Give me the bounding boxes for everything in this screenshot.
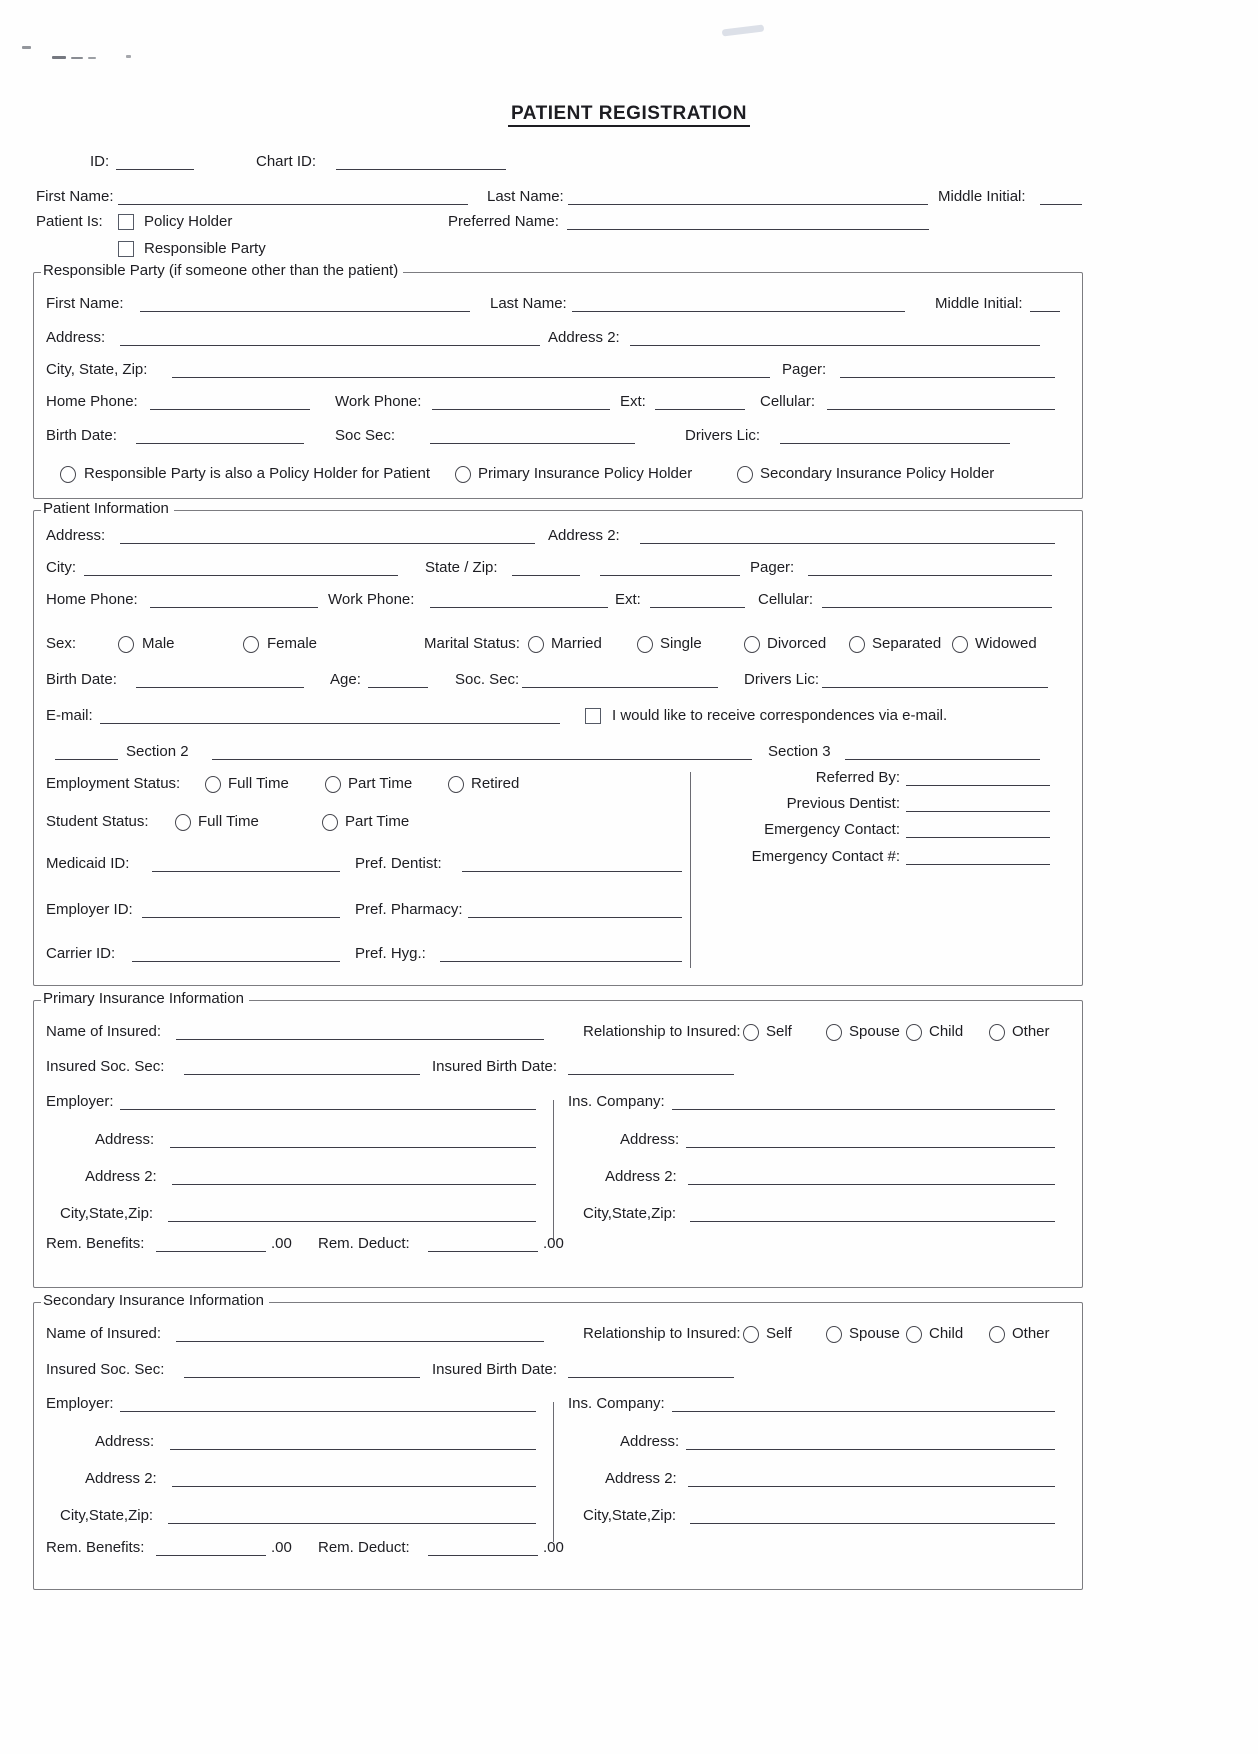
row-responsible-party-check [0, 237, 1258, 259]
pi-row-medicaid [0, 852, 1258, 874]
pri-relationship-child-label: Child [929, 1023, 964, 1040]
sec-relationship-self-label: Self [766, 1325, 792, 1342]
pi-work-phone-field[interactable] [430, 607, 608, 608]
pri-ins-address-label: Address: [620, 1131, 680, 1148]
sec-rem-deduct-cents: .00 [543, 1539, 564, 1556]
pi-address-label: Address: [46, 527, 106, 544]
pi-drivers-lic-label: Drivers Lic: [744, 671, 820, 688]
pi-marital-single-label: Single [660, 635, 702, 652]
pi-birth-date-label: Birth Date: [46, 671, 117, 688]
pi-pref-pharmacy-field[interactable] [468, 917, 682, 918]
rp-address-field[interactable] [120, 345, 540, 346]
scan-artifact [52, 56, 66, 59]
pi-row-student [0, 810, 1258, 832]
pi-student-parttime-radio[interactable] [322, 814, 338, 831]
rp-middle-initial-field[interactable] [1030, 311, 1060, 312]
sec-row-socsec [0, 1358, 1258, 1380]
preferred-name-field[interactable] [567, 229, 929, 230]
rp-ext-field[interactable] [655, 409, 745, 410]
rp-first-name-field[interactable] [140, 311, 470, 312]
last-name-field[interactable] [568, 204, 928, 205]
pi-city-label: City: [46, 559, 76, 576]
section2-label: Section 2 [126, 743, 189, 760]
pri-employer-address2-field[interactable] [172, 1184, 536, 1185]
pri-ins-csz-label: City,State,Zip: [583, 1205, 677, 1222]
rp-soc-sec-label: Soc Sec: [335, 427, 396, 444]
sec-row-address2 [0, 1467, 1258, 1489]
pri-rem-deduct-cents: .00 [543, 1235, 564, 1252]
id-label: ID: [90, 153, 110, 170]
pri-relationship-self-radio[interactable] [743, 1024, 759, 1041]
sec-row-csz [0, 1504, 1258, 1526]
pi-drivers-lic-field[interactable] [822, 687, 1048, 688]
scan-smudge [722, 24, 765, 36]
section-divider-line [212, 759, 752, 760]
pi-sex-female-radio[interactable] [243, 636, 259, 653]
pi-home-phone-label: Home Phone: [46, 591, 138, 608]
sec-ins-csz-label: City,State,Zip: [583, 1507, 677, 1524]
rp-city-state-zip-field[interactable] [172, 377, 770, 378]
sec-employer-address-label: Address: [95, 1433, 155, 1450]
row-ids [0, 150, 1258, 172]
sec-rem-benefits-cents: .00 [271, 1539, 292, 1556]
rp-pager-field[interactable] [840, 377, 1055, 378]
scan-artifact [22, 46, 31, 49]
rp-home-phone-field[interactable] [150, 409, 310, 410]
sec-insured-birth-date-field[interactable] [568, 1377, 734, 1378]
sec-ins-address-field[interactable] [686, 1449, 1055, 1450]
chart-id-field[interactable] [336, 169, 506, 170]
pi-row-employment [0, 772, 1258, 794]
sec-employer-address-field[interactable] [170, 1449, 536, 1450]
pi-marital-widowed-label: Widowed [975, 635, 1037, 652]
pri-ins-address-field[interactable] [686, 1147, 1055, 1148]
sec-relationship-spouse-radio[interactable] [826, 1326, 842, 1343]
pi-medicaid-id-field[interactable] [152, 871, 340, 872]
pri-rem-benefits-label: Rem. Benefits: [46, 1235, 145, 1252]
patient-is-label: Patient Is: [36, 213, 103, 230]
rp-address-label: Address: [46, 329, 106, 346]
pri-employer-csz-label: City,State,Zip: [60, 1205, 154, 1222]
pi-address2-field[interactable] [640, 543, 1055, 544]
row-patient-name [0, 185, 1258, 207]
rp-pager-label: Pager: [782, 361, 827, 378]
pi-sex-label: Sex: [46, 635, 77, 652]
rp-work-phone-field[interactable] [432, 409, 610, 410]
pri-employer-address-label: Address: [95, 1131, 155, 1148]
rp-cellular-field[interactable] [827, 409, 1055, 410]
sec-relationship-other-label: Other [1012, 1325, 1050, 1342]
pri-employer-address-field[interactable] [170, 1147, 536, 1148]
rp-drivers-lic-field[interactable] [780, 443, 1010, 444]
patient-info-legend: Patient Information [41, 500, 174, 517]
sec-employer-field[interactable] [120, 1411, 536, 1412]
chart-id-label: Chart ID: [256, 153, 317, 170]
sec-relationship-label: Relationship to Insured: [583, 1325, 741, 1342]
rp-row-name [0, 292, 1258, 314]
pi-row-sex-marital [0, 632, 1258, 654]
pi-employment-parttime-radio[interactable] [325, 776, 341, 793]
pi-zip-field[interactable] [600, 575, 740, 576]
sec-row-rem [0, 1536, 1258, 1558]
sec-row-address [0, 1430, 1258, 1452]
pri-insured-birth-date-field[interactable] [568, 1074, 734, 1075]
pi-student-status-label: Student Status: [46, 813, 149, 830]
pri-insured-soc-sec-field[interactable] [184, 1074, 420, 1075]
pi-pref-dentist-field[interactable] [462, 871, 682, 872]
pi-sex-female-label: Female [267, 635, 318, 652]
pri-ins-address2-field[interactable] [688, 1184, 1055, 1185]
id-field[interactable] [116, 169, 194, 170]
pi-city-field[interactable] [84, 575, 398, 576]
sec-row-employer [0, 1392, 1258, 1414]
pi-row-birth [0, 668, 1258, 690]
pri-insured-soc-sec-label: Insured Soc. Sec: [46, 1058, 165, 1075]
pi-age-field[interactable] [368, 687, 428, 688]
rp-drivers-lic-label: Drivers Lic: [685, 427, 761, 444]
first-name-label: First Name: [36, 188, 114, 205]
pi-row-phones [0, 588, 1258, 610]
pri-rem-benefits-field[interactable] [156, 1251, 266, 1252]
pi-pager-label: Pager: [750, 559, 795, 576]
pi-pref-pharmacy-label: Pref. Pharmacy: [355, 901, 463, 918]
responsible-party-label: Responsible Party [144, 240, 266, 257]
rp-last-name-field[interactable] [572, 311, 905, 312]
pi-state-zip-label: State / Zip: [425, 559, 498, 576]
pi-marital-separated-radio[interactable] [849, 636, 865, 653]
rp-row-policy-radios [0, 462, 1258, 484]
pri-relationship-spouse-radio[interactable] [826, 1024, 842, 1041]
sec-rem-benefits-field[interactable] [156, 1555, 266, 1556]
sec-row-insured [0, 1322, 1258, 1344]
rp-birth-date-field[interactable] [136, 443, 304, 444]
pi-employer-id-label: Employer ID: [46, 901, 133, 918]
pri-row-csz [0, 1202, 1258, 1224]
pi-marital-status-label: Marital Status: [424, 635, 520, 652]
section-divider-line [55, 759, 118, 760]
pri-row-address [0, 1128, 1258, 1150]
pri-employer-field[interactable] [120, 1109, 536, 1110]
sec-insured-soc-sec-label: Insured Soc. Sec: [46, 1361, 165, 1378]
middle-initial-field[interactable] [1040, 204, 1082, 205]
pi-cellular-label: Cellular: [758, 591, 814, 608]
pi-pref-dentist-label: Pref. Dentist: [355, 855, 442, 872]
sec-employer-csz-label: City,State,Zip: [60, 1507, 154, 1524]
scan-artifact [126, 55, 131, 58]
pi-student-fulltime-label: Full Time [198, 813, 259, 830]
pi-carrier-id-label: Carrier ID: [46, 945, 116, 962]
pri-rem-deduct-field[interactable] [428, 1251, 538, 1252]
rp-birth-date-label: Birth Date: [46, 427, 117, 444]
sec-relationship-spouse-label: Spouse [849, 1325, 900, 1342]
pri-employer-label: Employer: [46, 1093, 114, 1110]
first-name-field[interactable] [118, 204, 468, 205]
rp-row-address [0, 326, 1258, 348]
sec-insured-birth-date-label: Insured Birth Date: [432, 1361, 558, 1378]
pri-relationship-label: Relationship to Insured: [583, 1023, 741, 1040]
pri-row-address2 [0, 1165, 1258, 1187]
rp-home-phone-label: Home Phone: [46, 393, 138, 410]
sec-name-of-insured-label: Name of Insured: [46, 1325, 162, 1342]
sec-insured-soc-sec-field[interactable] [184, 1377, 420, 1378]
pi-referred-by-label: Referred By: [815, 769, 900, 786]
pi-marital-married-label: Married [551, 635, 602, 652]
pi-row-email [0, 704, 1258, 726]
pi-ext-label: Ext: [615, 591, 641, 608]
pi-marital-divorced-label: Divorced [767, 635, 827, 652]
sec-employer-address2-label: Address 2: [85, 1470, 157, 1487]
pi-marital-divorced-radio[interactable] [744, 636, 760, 653]
pri-insured-birth-date-label: Insured Birth Date: [432, 1058, 558, 1075]
pi-employment-fulltime-label: Full Time [228, 775, 289, 792]
pri-row-rem [0, 1232, 1258, 1254]
sec-rem-benefits-label: Rem. Benefits: [46, 1539, 145, 1556]
pi-carrier-id-field[interactable] [132, 961, 340, 962]
rp-last-name-label: Last Name: [490, 295, 567, 312]
pi-row-city [0, 556, 1258, 578]
rp-middle-initial-label: Middle Initial: [935, 295, 1023, 312]
pri-employer-address2-label: Address 2: [85, 1168, 157, 1185]
middle-initial-label: Middle Initial: [938, 188, 1026, 205]
pi-sex-male-label: Male [142, 635, 175, 652]
sec-employer-label: Employer: [46, 1395, 114, 1412]
rp-row-phones [0, 390, 1258, 412]
pi-email-field[interactable] [100, 723, 560, 724]
policy-holder-checkbox[interactable] [118, 214, 134, 230]
sec-employer-csz-field[interactable] [168, 1523, 536, 1524]
pi-employment-parttime-label: Part Time [348, 775, 413, 792]
sec-name-of-insured-field[interactable] [176, 1341, 544, 1342]
pi-marital-widowed-radio[interactable] [952, 636, 968, 653]
rp-work-phone-label: Work Phone: [335, 393, 422, 410]
page-title: PATIENT REGISTRATION [0, 103, 1258, 125]
pi-address2-label: Address 2: [548, 527, 620, 544]
pi-student-parttime-label: Part Time [345, 813, 410, 830]
pi-emergency-contact-label: Emergency Contact: [764, 821, 900, 838]
pi-age-label: Age: [330, 671, 361, 688]
pri-row-employer [0, 1090, 1258, 1112]
sec-ins-address2-label: Address 2: [605, 1470, 677, 1487]
pi-email-optin-label: I would like to receive correspondences via e-mail. [612, 707, 948, 724]
pi-previous-dentist-label: Previous Dentist: [786, 795, 900, 812]
rp-also-policy-holder-radio[interactable] [60, 466, 76, 483]
pri-relationship-self-label: Self [766, 1023, 792, 1040]
rp-also-policy-holder-label: Responsible Party is also a Policy Holder for Patient [84, 465, 430, 482]
responsible-party-checkbox[interactable] [118, 241, 134, 257]
pi-sex-male-radio[interactable] [118, 636, 134, 653]
sec-ins-address-label: Address: [620, 1433, 680, 1450]
pri-ins-company-field[interactable] [672, 1109, 1055, 1110]
pi-employment-status-label: Employment Status: [46, 775, 181, 792]
rp-secondary-policy-holder-label: Secondary Insurance Policy Holder [760, 465, 995, 482]
rp-row-birth [0, 424, 1258, 446]
responsible-party-legend: Responsible Party (if someone other than the patient) [41, 262, 403, 279]
pri-relationship-child-radio[interactable] [906, 1024, 922, 1041]
sec-employer-address2-field[interactable] [172, 1486, 536, 1487]
scan-artifact [71, 57, 83, 59]
scan-artifact [88, 57, 96, 59]
pi-ext-field[interactable] [650, 607, 745, 608]
rp-cellular-label: Cellular: [760, 393, 816, 410]
pi-work-phone-label: Work Phone: [328, 591, 415, 608]
policy-holder-label: Policy Holder [144, 213, 233, 230]
sec-rem-deduct-label: Rem. Deduct: [318, 1539, 410, 1556]
pri-row-socsec [0, 1055, 1258, 1077]
rp-soc-sec-field[interactable] [430, 443, 635, 444]
primary-insurance-legend: Primary Insurance Information [41, 990, 249, 1007]
pi-employer-id-field[interactable] [142, 917, 340, 918]
sec-ins-company-label: Ins. Company: [568, 1395, 665, 1412]
rp-ext-label: Ext: [620, 393, 646, 410]
rp-address2-label: Address 2: [548, 329, 620, 346]
sec-ins-csz-field[interactable] [690, 1523, 1055, 1524]
pri-relationship-other-label: Other [1012, 1023, 1050, 1040]
pi-pref-hyg-field[interactable] [440, 961, 682, 962]
pi-row-employer-id [0, 898, 1258, 920]
pi-row-sections [0, 740, 1258, 762]
pi-medicaid-id-label: Medicaid ID: [46, 855, 130, 872]
pri-ins-company-label: Ins. Company: [568, 1093, 665, 1110]
pi-employment-retired-radio[interactable] [448, 776, 464, 793]
pri-row-insured [0, 1020, 1258, 1042]
rp-address2-field[interactable] [630, 345, 1040, 346]
pi-emergency-contact-num-label: Emergency Contact #: [751, 848, 900, 865]
pi-soc-sec-label: Soc. Sec: [455, 671, 520, 688]
rp-first-name-label: First Name: [46, 295, 124, 312]
pi-marital-single-radio[interactable] [637, 636, 653, 653]
row-patient-is [0, 210, 1258, 232]
pri-relationship-other-radio[interactable] [989, 1024, 1005, 1041]
pri-name-of-insured-label: Name of Insured: [46, 1023, 162, 1040]
rp-secondary-policy-holder-radio[interactable] [737, 466, 753, 483]
pi-marital-married-radio[interactable] [528, 636, 544, 653]
section3-label: Section 3 [768, 743, 831, 760]
pi-email-optin-checkbox[interactable] [585, 708, 601, 724]
pri-name-of-insured-field[interactable] [176, 1039, 544, 1040]
pri-relationship-spouse-label: Spouse [849, 1023, 900, 1040]
sec-rem-deduct-field[interactable] [428, 1555, 538, 1556]
sec-relationship-other-radio[interactable] [989, 1326, 1005, 1343]
sec-ins-company-field[interactable] [672, 1411, 1055, 1412]
pi-row-carrier-id [0, 942, 1258, 964]
pi-employment-retired-label: Retired [471, 775, 520, 792]
pi-emergency-contact-field[interactable] [906, 837, 1050, 838]
pi-employment-fulltime-radio[interactable] [205, 776, 221, 793]
pi-pref-hyg-label: Pref. Hyg.: [355, 945, 426, 962]
secondary-insurance-legend: Secondary Insurance Information [41, 1292, 269, 1309]
rp-row-city [0, 358, 1258, 380]
sec-relationship-child-label: Child [929, 1325, 964, 1342]
pi-cellular-field[interactable] [822, 607, 1052, 608]
pi-student-fulltime-radio[interactable] [175, 814, 191, 831]
pi-email-label: E-mail: [46, 707, 93, 724]
rp-primary-policy-holder-label: Primary Insurance Policy Holder [478, 465, 693, 482]
pri-ins-csz-field[interactable] [690, 1221, 1055, 1222]
pri-ins-address2-label: Address 2: [605, 1168, 677, 1185]
rp-primary-policy-holder-radio[interactable] [455, 466, 471, 483]
section-divider-line [845, 759, 1040, 760]
pri-employer-csz-field[interactable] [168, 1221, 536, 1222]
sec-ins-address2-field[interactable] [688, 1486, 1055, 1487]
pi-state-field[interactable] [512, 575, 580, 576]
pri-rem-deduct-label: Rem. Deduct: [318, 1235, 410, 1252]
pi-soc-sec-field[interactable] [522, 687, 718, 688]
preferred-name-label: Preferred Name: [448, 213, 559, 230]
pi-address-field[interactable] [120, 543, 535, 544]
pi-birth-date-field[interactable] [136, 687, 304, 688]
pri-rem-benefits-cents: .00 [271, 1235, 292, 1252]
sec-relationship-child-radio[interactable] [906, 1326, 922, 1343]
rp-city-state-zip-label: City, State, Zip: [46, 361, 148, 378]
pi-marital-separated-label: Separated [872, 635, 942, 652]
sec-relationship-self-radio[interactable] [743, 1326, 759, 1343]
pi-pager-field[interactable] [808, 575, 1052, 576]
pi-row-address [0, 524, 1258, 546]
pi-home-phone-field[interactable] [150, 607, 318, 608]
last-name-label: Last Name: [487, 188, 564, 205]
